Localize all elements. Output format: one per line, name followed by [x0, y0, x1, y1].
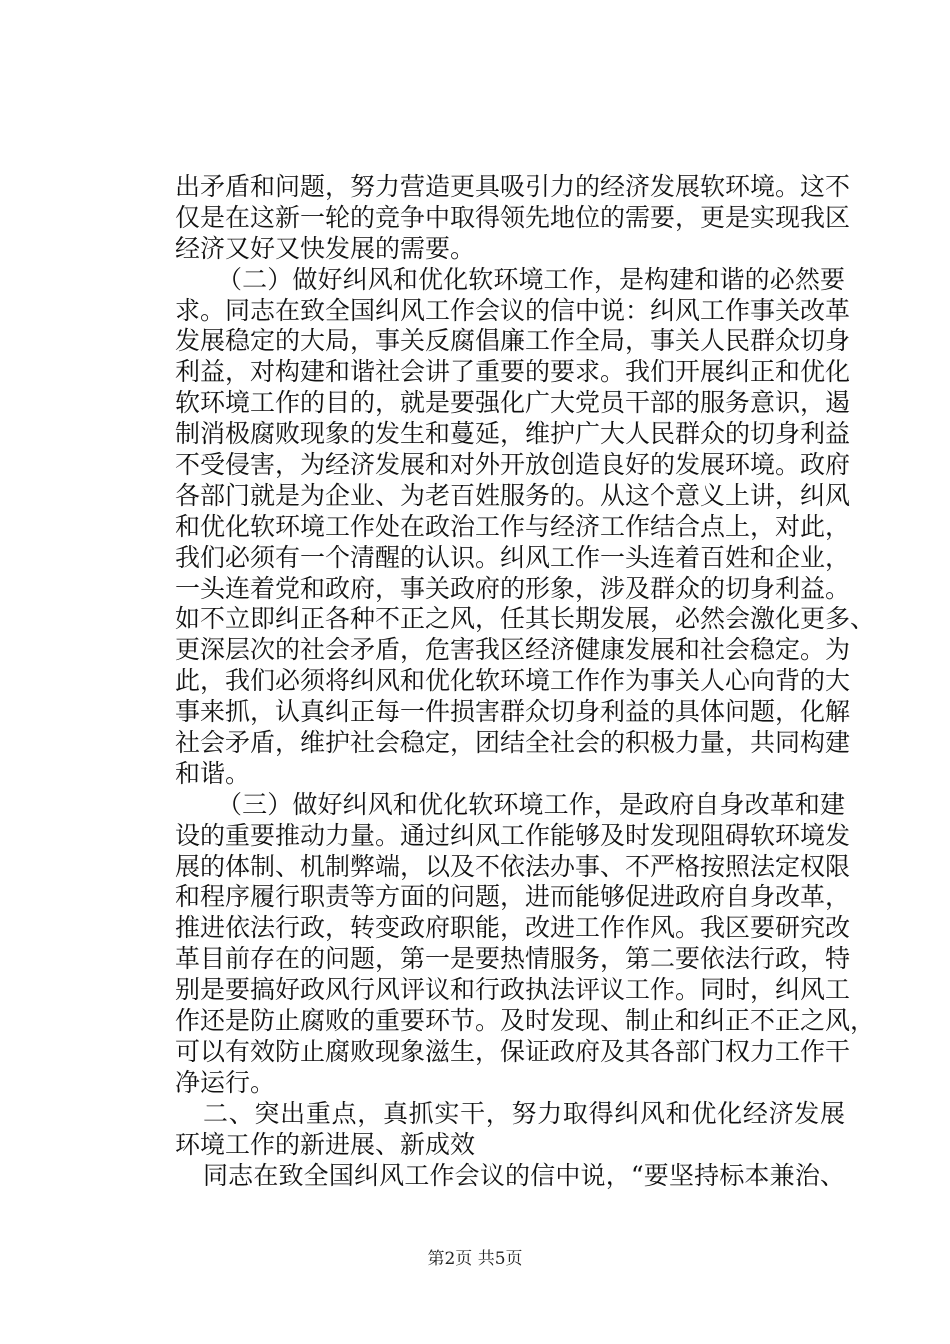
text-line: 不受侵害，为经济发展和对外开放创造良好的发展环境。政府	[175, 450, 851, 480]
text-line: 可以有效防止腐败现象滋生，保证政府及其各部门权力工作干	[175, 1036, 851, 1066]
text-line: 和程序履行职责等方面的问题，进而能够促进政府自身改革，	[175, 882, 851, 912]
text-line: 作还是防止腐败的重要环节。及时发现、制止和纠正不正之风，	[175, 1006, 876, 1036]
text-line: 别是要搞好政风行风评议和行政执法评议工作。同时，纠风工	[175, 975, 851, 1005]
text-line: 净运行。	[175, 1067, 276, 1097]
text-line: 事来抓，认真纠正每一件损害群众切身利益的具体问题，化解	[175, 697, 851, 727]
text-line: 我们必须有一个清醒的认识。纠风工作一头连着百姓和企业，	[175, 542, 851, 572]
text-line: 制消极腐败现象的发生和蔓延，维护广大人民群众的切身利益	[175, 419, 851, 449]
text-line: 二、突出重点，真抓实干，努力取得纠风和优化经济发展	[203, 1098, 845, 1128]
text-line: 同志在致全国纠风工作会议的信中说，“要坚持标本兼治、	[203, 1160, 845, 1190]
text-line: 此，我们必须将纠风和优化软环境工作作为事关人心向背的大	[175, 666, 851, 696]
text-line: 推进依法行政，转变政府职能，改进工作作风。我区要研究改	[175, 913, 851, 943]
page-footer: 第2页 共5页	[427, 1249, 523, 1269]
text-line: 革目前存在的问题，第一是要热情服务，第二要依法行政，特	[175, 944, 851, 974]
text-line: 一头连着党和政府，事关政府的形象，涉及群众的切身利益。	[175, 573, 851, 603]
text-line: 仅是在这新一轮的竞争中取得领先地位的需要，更是实现我区	[175, 202, 851, 232]
text-line: （三）做好纠风和优化软环境工作，是政府自身改革和建	[217, 789, 845, 819]
text-line: 软环境工作的目的，就是要强化广大党员干部的服务意识，遏	[175, 388, 851, 418]
text-line: 发展稳定的大局，事关反腐倡廉工作全局，事关人民群众切身	[175, 326, 851, 356]
document-body	[175, 172, 876, 1191]
text-line: （二）做好纠风和优化软环境工作，是构建和谐的必然要	[217, 264, 845, 294]
text-line: 各部门就是为企业、为老百姓服务的。从这个意义上讲，纠风	[175, 480, 851, 510]
text-line: 和优化软环境工作处在政治工作与经济工作结合点上，对此，	[175, 511, 851, 541]
text-line: 更深层次的社会矛盾，危害我区经济健康发展和社会稳定。为	[175, 635, 851, 665]
text-line: 利益，对构建和谐社会讲了重要的要求。我们开展纠正和优化	[175, 357, 851, 387]
text-line: 环境工作的新进展、新成效	[175, 1129, 476, 1159]
text-line: 如不立即纠正各种不正之风，任其长期发展，必然会激化更多、	[175, 604, 876, 634]
text-line: 经济又好又快发展的需要。	[175, 233, 476, 263]
text-line: 出矛盾和问题，努力营造更具吸引力的经济发展软环境。这不	[175, 172, 851, 201]
text-line: 展的体制、机制弊端，以及不依法办事、不严格按照法定权限	[175, 851, 851, 881]
text-line: 社会矛盾，维护社会稳定，团结全社会的积极力量，共同构建	[175, 728, 851, 758]
text-line: 设的重要推动力量。通过纠风工作能够及时发现阻碍软环境发	[175, 820, 851, 850]
text-line: 求。同志在致全国纠风工作会议的信中说：纠风工作事关改革	[175, 295, 851, 325]
text-line: 和谐。	[175, 758, 251, 788]
